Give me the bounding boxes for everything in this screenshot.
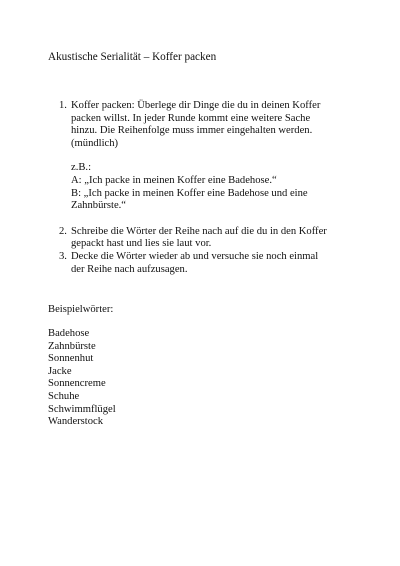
example-line: A: „Ich packe in meinen Koffer eine Badehose.“: [71, 174, 277, 186]
page-title: Akustische Serialität – Koffer packen: [48, 51, 217, 63]
word-item: Jacke: [48, 365, 72, 377]
task-text-line: hinzu. Die Reihenfolge muss immer eingehalten werden.: [71, 125, 313, 137]
task-number: 3.: [59, 250, 67, 262]
task-item-3: [56, 251, 356, 276]
task-text-line: packen willst. In jeder Runde kommt eine weitere Sache: [71, 112, 311, 124]
example-label: z.B.:: [71, 162, 92, 174]
word-item: Schwimmflügel: [48, 403, 116, 415]
task-text-line: (mündlich): [71, 137, 119, 149]
task-item-2: [56, 226, 356, 251]
task-list: [56, 100, 356, 276]
word-item: Wanderstock: [48, 416, 104, 428]
words-heading: Beispielwörter:: [48, 304, 114, 315]
example-line: Zahnbürste.“: [71, 200, 127, 212]
task-text-line: Schreibe die Wörter der Reihe nach auf die du in den Koffer: [71, 225, 327, 237]
example-block: [71, 162, 356, 212]
task-text-line: Koffer packen: Überlege dir Dinge die du in deinen Koffer: [71, 100, 321, 111]
word-item: Badehose: [48, 328, 90, 339]
task-text-line: gepackt hast und lies sie laut vor.: [71, 238, 212, 250]
word-item: Sonnenhut: [48, 353, 94, 365]
task-text-line: Decke die Wörter wieder ab und versuche sie noch einmal: [71, 250, 319, 262]
word-list: [48, 328, 116, 429]
task-text-line: der Reihe nach aufzusagen.: [71, 263, 188, 275]
word-item: Sonnencreme: [48, 378, 106, 390]
task-number: 2.: [59, 225, 67, 237]
task-number: 1.: [59, 100, 67, 111]
word-item: Zahnbürste: [48, 340, 96, 352]
word-item: Schuhe: [48, 390, 80, 402]
task-item-1: [56, 100, 356, 213]
example-line: B: „Ich packe in meinen Koffer eine Badehose und eine: [71, 187, 308, 199]
